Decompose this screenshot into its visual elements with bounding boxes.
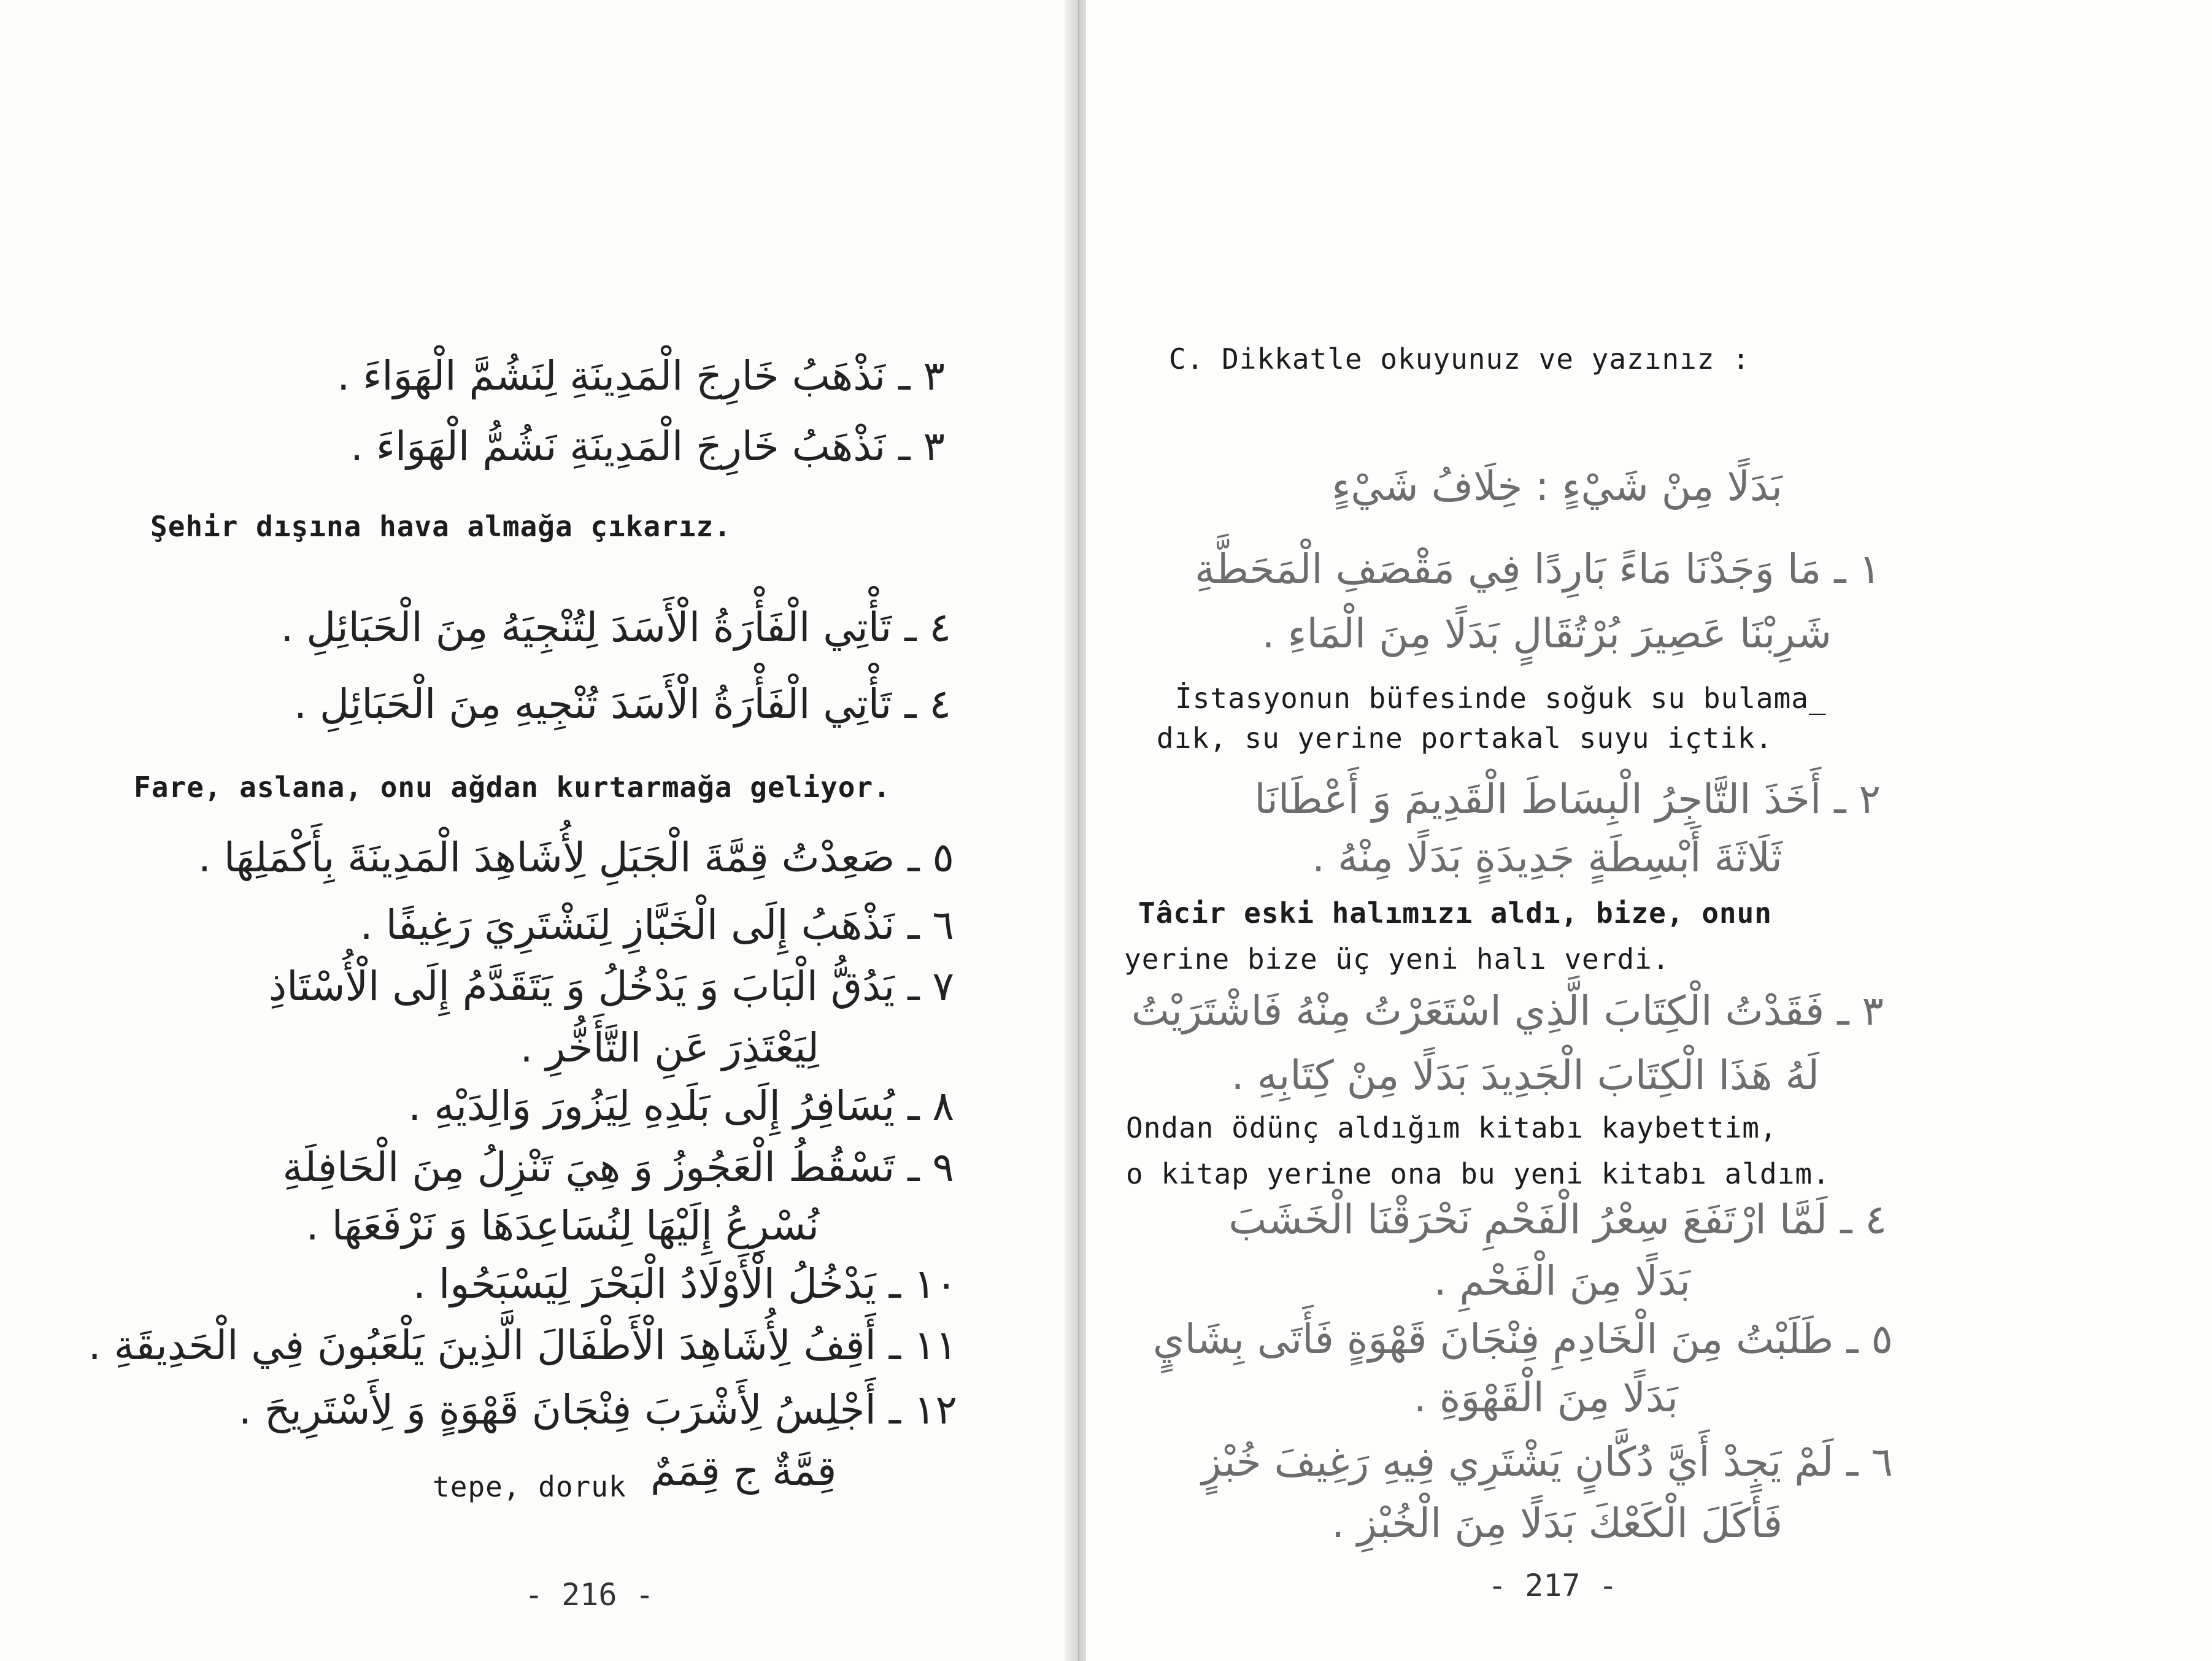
arabic-sentence-10: ١٠ ـ يَدْخُلُ الْأَوْلَادُ الْبَحْرَ لِيَسْبَحُوا .	[412, 1260, 957, 1308]
turkish-example-1b: dık, su yerine portakal suyu içtik.	[1157, 722, 1773, 755]
arabic-sentence-11: ١١ ـ أَقِفُ لِأُشَاهِدَ الْأَطْفَالَ الَّذِينَ يَلْعَبُونَ فِي الْحَدِيقَةِ .	[88, 1322, 957, 1369]
turkish-translation-4: Fare, aslana, onu ağdan kurtarmağa geliyor.	[134, 771, 891, 804]
arabic-sentence-8: ٨ ـ يُسَافِرُ إِلَى بَلَدِهِ لِيَزُورَ وَالِدَيْهِ .	[408, 1082, 954, 1130]
arabic-example-6b: فَأَكَلَ الْكَعْكَ بَدَلًا مِنَ الْخُبْزِ .	[1331, 1500, 1782, 1547]
arabic-example-5a: ٥ ـ طَلَبْتُ مِنَ الْخَادِمِ فِنْجَانَ قَهْوَةٍ فَأَتَى بِشَايٍ	[1152, 1316, 1893, 1363]
arabic-example-4b: بَدَلًا مِنَ الْفَحْمِ .	[1433, 1257, 1690, 1305]
arabic-example-5b: بَدَلًا مِنَ الْقَهْوَةِ .	[1413, 1374, 1678, 1421]
turkish-example-2a: Tâcir eski halımızı aldı, bize, onun	[1138, 896, 1772, 930]
turkish-example-2b: yerine bize üç yeni halı verdi.	[1124, 942, 1670, 976]
arabic-example-2a: ٢ ـ أَخَذَ التَّاجِرُ الْبِسَاطَ الْقَدِيمَ وَ أَعْطَانَا	[1254, 776, 1881, 823]
arabic-example-2b: ثَلَاثَةَ أَبْسِطَةٍ جَدِيدَةٍ بَدَلًا مِنْهُ .	[1312, 834, 1782, 881]
vocabulary-gloss-arabic: قِمَّةٌ ج قِمَمٌ	[650, 1447, 837, 1495]
arabic-sentence-9a: ٩ ـ تَسْقُطُ الْعَجُوزُ وَ هِيَ تَنْزِلُ مِنَ الْحَافِلَةِ	[282, 1144, 954, 1191]
left-page	[0, 0, 1074, 1661]
arabic-sentence-3a: ٣ ـ نَذْهَبُ خَارِجَ الْمَدِينَةِ لِنَشُمَّ الْهَوَاءَ .	[337, 352, 945, 399]
gutter-fold-line	[1078, 0, 1079, 1661]
arabic-sentence-4a: ٤ ـ تَأْتِي الْفَأْرَةُ الْأَسَدَ لِتُنْجِيَهُ مِنَ الْحَبَائِلِ .	[280, 604, 951, 651]
arabic-example-1a: ١ ـ مَا وَجَدْنَا مَاءً بَارِدًا فِي مَقْصَفِ الْمَحَطَّةِ	[1194, 545, 1881, 593]
turkish-example-3a: Ondan ödünç aldığım kitabı kaybettim,	[1126, 1111, 1778, 1144]
arabic-example-1b: شَرِبْنَا عَصِيرَ بُرْتُقَالٍ بَدَلًا مِنَ الْمَاءِ .	[1262, 610, 1832, 657]
arabic-example-6a: ٦ ـ لَمْ يَجِدْ أَيَّ دُكَّانٍ يَشْتَرِي فِيهِ رَغِيفَ خُبْزٍ	[1201, 1438, 1893, 1486]
arabic-sentence-4b: ٤ ـ تَأْتِي الْفَأْرَةُ الْأَسَدَ تُنْجِيهِ مِنَ الْحَبَائِلِ .	[294, 680, 951, 728]
arabic-sentence-7a: ٧ ـ يَدُقُّ الْبَابَ وَ يَدْخُلُ وَ يَتَقَدَّمُ إِلَى الْأُسْتَاذِ	[268, 963, 954, 1010]
page-number-left: - 216 -	[525, 1577, 654, 1613]
exercise-heading: C. Dikkatle okuyunuz ve yazınız :	[1169, 342, 1750, 376]
turkish-translation-3: Şehir dışına hava almağa çıkarız.	[150, 510, 731, 543]
turkish-example-1a: İstasyonun büfesinde soğuk su bulama_	[1175, 682, 1827, 715]
arabic-sentence-5: ٥ ـ صَعِدْتُ قِمَّةَ الْجَبَلِ لِأُشَاهِدَ الْمَدِينَةَ بِأَكْمَلِهَا .	[198, 834, 954, 881]
arabic-sentence-12: ١٢ ـ أَجْلِسُ لِأَشْرَبَ فِنْجَانَ قَهْوَةٍ وَ لِأَسْتَرِيحَ .	[238, 1386, 957, 1433]
page-number-right: - 217 -	[1488, 1568, 1617, 1603]
right-page	[1086, 0, 2212, 1661]
arabic-example-3b: لَهُ هَذَا الْكِتَابَ الْجَدِيدَ بَدَلًا مِنْ كِتَابِهِ .	[1231, 1052, 1819, 1099]
arabic-sentence-3b: ٣ ـ نَذْهَبُ خَارِجَ الْمَدِينَةِ نَشُمُّ الْهَوَاءَ .	[350, 423, 945, 470]
arabic-example-3a: ٣ ـ فَقَدْتُ الْكِتَابَ الَّذِي اسْتَعَرْتُ مِنْهُ فَاشْتَرَيْتُ	[1131, 987, 1884, 1035]
arabic-example-4a: ٤ ـ لَمَّا ارْتَفَعَ سِعْرُ الْفَحْمِ نَحْرَقْنَا الْخَشَبَ	[1228, 1196, 1887, 1243]
arabic-definition: بَدَلًا مِنْ شَيْءٍ : خِلَافُ شَيْءٍ	[1331, 463, 1782, 510]
vocabulary-gloss-turkish: tepe, doruk	[433, 1470, 626, 1503]
turkish-example-3b: o kitap yerine ona bu yeni kitabı aldım.	[1126, 1157, 1830, 1190]
arabic-sentence-7b: لِيَعْتَذِرَ عَنِ التَّأَخُّرِ .	[520, 1024, 819, 1071]
arabic-sentence-9b: نُسْرِعُ إِلَيْهَا لِنُسَاعِدَهَا وَ نَرْفَعَهَا .	[306, 1202, 819, 1249]
arabic-sentence-6: ٦ ـ نَذْهَبُ إِلَى الْخَبَّازِ لِنَشْتَرِيَ رَغِيفًا .	[360, 901, 954, 949]
